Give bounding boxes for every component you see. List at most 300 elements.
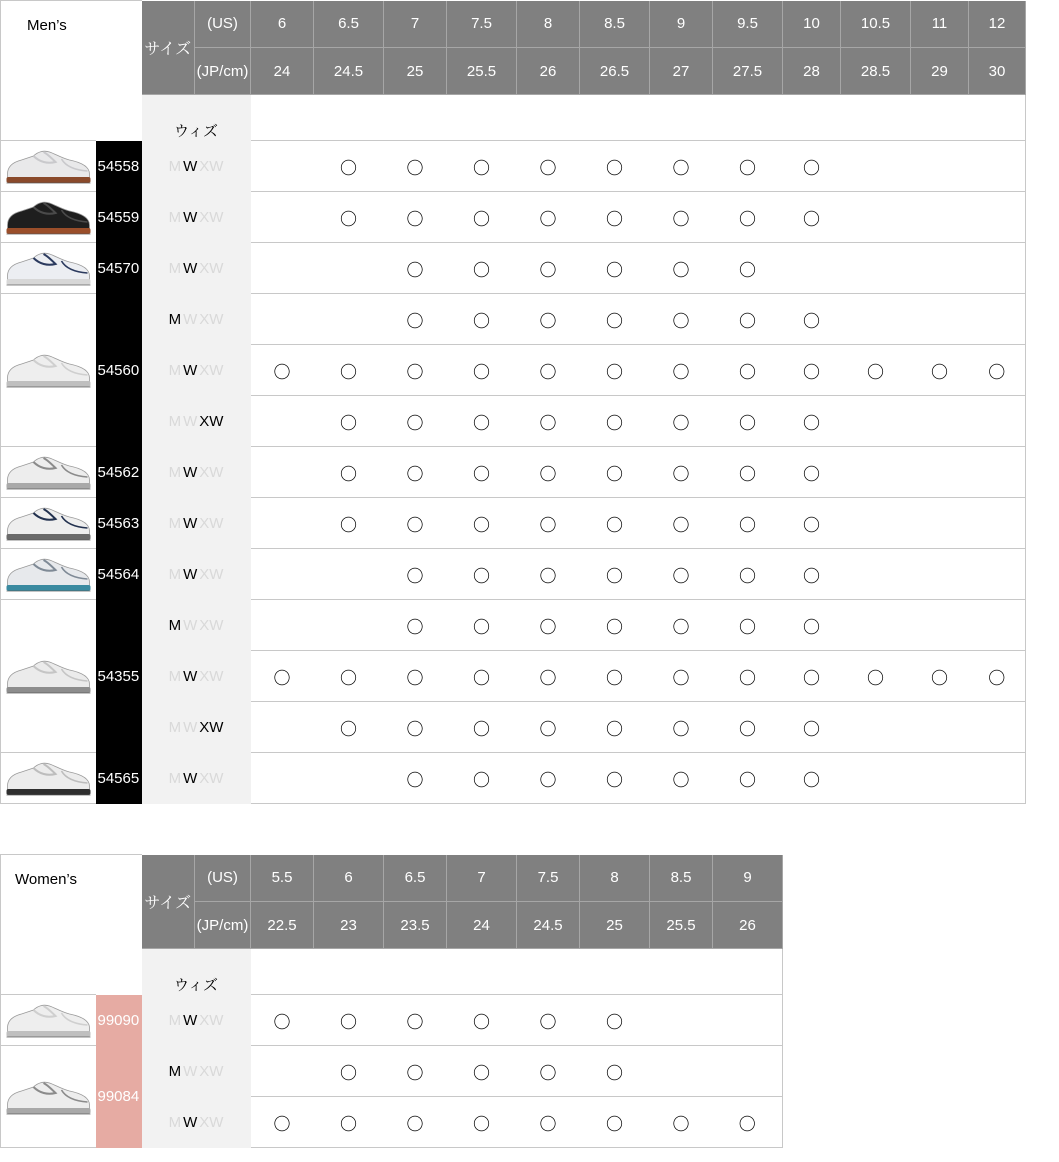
availability-cell xyxy=(713,753,783,804)
available-mark: 〇 xyxy=(473,209,490,229)
model-code: 99084 xyxy=(96,1046,142,1148)
availability-cell xyxy=(713,141,783,192)
model-code: 54560 xyxy=(96,294,142,447)
availability-cell xyxy=(447,753,517,804)
availability-cell xyxy=(911,753,969,804)
availability-cell xyxy=(517,995,580,1046)
availability-cell xyxy=(251,600,314,651)
availability-cell xyxy=(447,345,517,396)
jp-size-header: 26.5 xyxy=(580,48,650,95)
shoe-image xyxy=(3,552,94,596)
jp-size-header: 26 xyxy=(713,902,783,949)
us-size-header: 6 xyxy=(314,855,384,902)
available-mark: 〇 xyxy=(606,158,623,178)
available-mark: 〇 xyxy=(606,464,623,484)
available-mark: 〇 xyxy=(539,566,557,586)
width-m: M xyxy=(168,361,182,379)
availability-cell xyxy=(517,396,580,447)
width-label: ウィズ xyxy=(173,976,219,994)
available-mark: 〇 xyxy=(473,362,490,382)
availability-cell xyxy=(251,1097,314,1148)
width-w: W xyxy=(183,718,198,736)
chart-title: Men’s xyxy=(27,17,67,34)
jp-size-header: 24 xyxy=(447,902,517,949)
width-m: M xyxy=(168,1011,182,1029)
availability-cell xyxy=(911,243,969,294)
available-mark: 〇 xyxy=(606,362,623,382)
shoe-image-cell xyxy=(1,243,96,294)
availability-cell xyxy=(580,702,650,753)
width-m: M xyxy=(168,718,182,736)
availability-cell xyxy=(314,1046,384,1097)
available-mark: 〇 xyxy=(606,413,623,433)
availability-cell xyxy=(580,1046,650,1097)
available-mark: 〇 xyxy=(739,413,756,433)
width-w: W xyxy=(183,361,198,379)
availability-cell xyxy=(314,600,384,651)
shoe-image-cell xyxy=(1,498,96,549)
width-label-spacer xyxy=(251,949,783,995)
womens-table xyxy=(0,854,783,1148)
available-mark: 〇 xyxy=(867,668,884,688)
availability-cell xyxy=(713,294,783,345)
width-indicator xyxy=(142,447,251,498)
model-code: 54564 xyxy=(96,549,142,600)
availability-cell xyxy=(783,396,841,447)
available-mark: 〇 xyxy=(473,1063,491,1083)
availability-cell xyxy=(713,192,783,243)
shoe-image-cell xyxy=(1,294,96,447)
available-mark: 〇 xyxy=(803,617,820,637)
availability-cell xyxy=(841,702,911,753)
model-row xyxy=(1,294,1026,345)
model-row xyxy=(1,345,1026,396)
availability-cell xyxy=(251,294,314,345)
availability-cell xyxy=(911,396,969,447)
availability-cell xyxy=(251,192,314,243)
width-m: M xyxy=(168,565,182,583)
shoe-image xyxy=(3,654,94,698)
jp-size-header: 27 xyxy=(650,48,713,95)
model-row xyxy=(1,995,783,1046)
available-mark: 〇 xyxy=(406,515,424,535)
available-mark: 〇 xyxy=(473,311,490,331)
width-m: M xyxy=(168,208,182,226)
availability-cell xyxy=(580,549,650,600)
available-mark: 〇 xyxy=(606,1114,624,1134)
available-mark: 〇 xyxy=(473,515,490,535)
model-code: 54563 xyxy=(96,498,142,549)
availability-cell xyxy=(650,498,713,549)
available-mark: 〇 xyxy=(539,209,557,229)
availability-cell xyxy=(650,141,713,192)
shoe-image xyxy=(3,348,94,392)
available-mark: 〇 xyxy=(739,668,756,688)
availability-cell xyxy=(447,651,517,702)
available-mark: 〇 xyxy=(473,413,490,433)
availability-cell xyxy=(969,651,1026,702)
available-mark: 〇 xyxy=(931,362,948,382)
size-header-us-row xyxy=(1,855,783,902)
availability-cell xyxy=(650,753,713,804)
available-mark: 〇 xyxy=(406,617,424,637)
availability-cell xyxy=(713,1097,783,1148)
available-mark: 〇 xyxy=(606,311,623,331)
availability-cell xyxy=(783,345,841,396)
model-row xyxy=(1,651,1026,702)
available-mark: 〇 xyxy=(606,668,623,688)
available-mark: 〇 xyxy=(273,1114,291,1134)
width-xw: XW xyxy=(199,361,224,379)
availability-cell xyxy=(911,447,969,498)
width-xw: XW xyxy=(199,259,224,277)
available-mark: 〇 xyxy=(606,515,623,535)
availability-cell xyxy=(969,498,1026,549)
available-mark: 〇 xyxy=(803,566,820,586)
availability-cell xyxy=(314,651,384,702)
availability-cell xyxy=(713,447,783,498)
availability-cell xyxy=(713,995,783,1046)
availability-cell xyxy=(251,549,314,600)
available-mark: 〇 xyxy=(606,719,623,739)
availability-cell xyxy=(969,600,1026,651)
availability-cell xyxy=(447,396,517,447)
shoe-image xyxy=(3,1075,94,1119)
availability-cell xyxy=(314,498,384,549)
availability-cell xyxy=(969,345,1026,396)
availability-cell xyxy=(783,549,841,600)
availability-cell xyxy=(517,1097,580,1148)
available-mark: 〇 xyxy=(406,770,424,790)
width-xw: XW xyxy=(199,718,224,736)
available-mark: 〇 xyxy=(672,413,690,433)
model-row xyxy=(1,600,1026,651)
availability-cell xyxy=(783,702,841,753)
model-row xyxy=(1,447,1026,498)
available-mark: 〇 xyxy=(539,719,557,739)
width-indicator xyxy=(142,192,251,243)
available-mark: 〇 xyxy=(803,209,820,229)
available-mark: 〇 xyxy=(473,770,490,790)
width-w: W xyxy=(183,310,198,328)
available-mark: 〇 xyxy=(739,719,756,739)
availability-cell xyxy=(580,753,650,804)
jp-size-header: 28.5 xyxy=(841,48,911,95)
available-mark: 〇 xyxy=(672,362,690,382)
availability-cell xyxy=(384,192,447,243)
available-mark: 〇 xyxy=(340,515,357,535)
availability-cell xyxy=(314,753,384,804)
available-mark: 〇 xyxy=(672,260,690,280)
availability-cell xyxy=(384,1097,447,1148)
availability-cell xyxy=(911,549,969,600)
availability-cell xyxy=(251,1046,314,1097)
width-m: M xyxy=(168,310,182,328)
availability-cell xyxy=(650,447,713,498)
us-label: (US) xyxy=(195,1,251,48)
jp-size-header: 24 xyxy=(251,48,314,95)
availability-cell xyxy=(251,141,314,192)
width-w: W xyxy=(183,616,198,634)
available-mark: 〇 xyxy=(672,1114,690,1134)
availability-cell xyxy=(314,243,384,294)
available-mark: 〇 xyxy=(988,668,1006,688)
availability-cell xyxy=(251,702,314,753)
availability-cell xyxy=(841,141,911,192)
availability-cell xyxy=(447,294,517,345)
availability-cell xyxy=(783,600,841,651)
available-mark: 〇 xyxy=(406,1012,424,1032)
availability-cell xyxy=(650,702,713,753)
availability-cell xyxy=(517,1046,580,1097)
availability-cell xyxy=(969,141,1026,192)
model-row xyxy=(1,549,1026,600)
jp-size-header: 28 xyxy=(783,48,841,95)
availability-cell xyxy=(580,345,650,396)
width-w: W xyxy=(183,1062,198,1080)
available-mark: 〇 xyxy=(406,566,424,586)
availability-cell xyxy=(580,1097,650,1148)
us-size-header: 8 xyxy=(580,855,650,902)
shoe-image-cell xyxy=(1,549,96,600)
availability-cell xyxy=(841,447,911,498)
available-mark: 〇 xyxy=(672,719,690,739)
available-mark: 〇 xyxy=(931,668,948,688)
availability-cell xyxy=(841,498,911,549)
chart-title: Women’s xyxy=(15,871,77,888)
size-label: サイズ xyxy=(142,1,195,95)
width-xw: XW xyxy=(199,310,224,328)
us-size-header: 6.5 xyxy=(314,1,384,48)
available-mark: 〇 xyxy=(739,260,756,280)
width-indicator xyxy=(142,549,251,600)
available-mark: 〇 xyxy=(739,464,756,484)
width-m: M xyxy=(168,769,182,787)
available-mark: 〇 xyxy=(473,260,490,280)
us-size-header: 11 xyxy=(911,1,969,48)
availability-cell xyxy=(580,600,650,651)
availability-cell xyxy=(384,396,447,447)
available-mark: 〇 xyxy=(539,260,557,280)
model-code: 54559 xyxy=(96,192,142,243)
width-xw: XW xyxy=(199,769,224,787)
availability-cell xyxy=(783,498,841,549)
width-xw: XW xyxy=(199,1062,224,1080)
available-mark: 〇 xyxy=(803,770,820,790)
width-w: W xyxy=(183,514,198,532)
availability-cell xyxy=(251,396,314,447)
width-indicator xyxy=(142,243,251,294)
us-size-header: 5.5 xyxy=(251,855,314,902)
jp-size-header: 23 xyxy=(314,902,384,949)
available-mark: 〇 xyxy=(672,464,690,484)
available-mark: 〇 xyxy=(539,311,557,331)
availability-cell xyxy=(517,192,580,243)
available-mark: 〇 xyxy=(473,1114,491,1134)
availability-cell xyxy=(911,651,969,702)
model-row xyxy=(1,702,1026,753)
shoe-image xyxy=(3,998,94,1042)
available-mark: 〇 xyxy=(539,362,557,382)
availability-cell xyxy=(580,995,650,1046)
availability-cell xyxy=(384,294,447,345)
availability-cell xyxy=(447,243,517,294)
jp-size-header: 24.5 xyxy=(517,902,580,949)
available-mark: 〇 xyxy=(473,566,490,586)
available-mark: 〇 xyxy=(273,1012,291,1032)
us-size-header: 6 xyxy=(251,1,314,48)
available-mark: 〇 xyxy=(606,260,623,280)
available-mark: 〇 xyxy=(473,719,490,739)
us-size-header: 9 xyxy=(650,1,713,48)
availability-cell xyxy=(251,498,314,549)
available-mark: 〇 xyxy=(606,770,623,790)
availability-cell xyxy=(580,141,650,192)
width-indicator xyxy=(142,1097,251,1148)
us-size-header: 8.5 xyxy=(580,1,650,48)
availability-cell xyxy=(713,396,783,447)
availability-cell xyxy=(384,345,447,396)
available-mark: 〇 xyxy=(803,668,820,688)
us-size-header: 9 xyxy=(713,855,783,902)
available-mark: 〇 xyxy=(672,566,690,586)
availability-cell xyxy=(783,294,841,345)
width-indicator xyxy=(142,141,251,192)
available-mark: 〇 xyxy=(672,311,690,331)
availability-cell xyxy=(713,243,783,294)
availability-cell xyxy=(384,549,447,600)
model-code: 54355 xyxy=(96,600,142,753)
model-row xyxy=(1,192,1026,243)
available-mark: 〇 xyxy=(739,362,756,382)
model-code: 54558 xyxy=(96,141,142,192)
size-label: サイズ xyxy=(142,855,195,949)
available-mark: 〇 xyxy=(539,413,557,433)
width-m: M xyxy=(168,616,182,634)
availability-cell xyxy=(314,447,384,498)
shoe-image xyxy=(3,246,94,290)
available-mark: 〇 xyxy=(803,719,820,739)
available-mark: 〇 xyxy=(340,362,357,382)
availability-cell xyxy=(969,549,1026,600)
model-row xyxy=(1,396,1026,447)
available-mark: 〇 xyxy=(606,1012,624,1032)
availability-cell xyxy=(713,600,783,651)
availability-cell xyxy=(384,995,447,1046)
available-mark: 〇 xyxy=(539,1012,557,1032)
availability-cell xyxy=(314,702,384,753)
shoe-image xyxy=(3,450,94,494)
availability-cell xyxy=(384,702,447,753)
availability-cell xyxy=(713,498,783,549)
availability-cell xyxy=(517,498,580,549)
availability-cell xyxy=(580,447,650,498)
width-xw: XW xyxy=(199,208,224,226)
available-mark: 〇 xyxy=(406,260,424,280)
availability-cell xyxy=(447,995,517,1046)
availability-cell xyxy=(841,192,911,243)
available-mark: 〇 xyxy=(406,311,424,331)
width-w: W xyxy=(183,157,198,175)
availability-cell xyxy=(384,1046,447,1097)
availability-cell xyxy=(580,498,650,549)
available-mark: 〇 xyxy=(672,158,690,178)
womens-title-cell xyxy=(1,855,142,995)
available-mark: 〇 xyxy=(539,668,557,688)
available-mark: 〇 xyxy=(672,209,690,229)
availability-cell xyxy=(841,294,911,345)
available-mark: 〇 xyxy=(340,158,357,178)
available-mark: 〇 xyxy=(406,413,424,433)
availability-cell xyxy=(783,141,841,192)
available-mark: 〇 xyxy=(539,464,557,484)
available-mark: 〇 xyxy=(473,617,490,637)
availability-cell xyxy=(713,651,783,702)
us-size-header: 8.5 xyxy=(650,855,713,902)
width-label-row xyxy=(1,95,1026,141)
availability-cell xyxy=(580,294,650,345)
jp-size-header: 29 xyxy=(911,48,969,95)
shoe-image xyxy=(3,756,94,800)
model-code: 54570 xyxy=(96,243,142,294)
availability-cell xyxy=(650,345,713,396)
width-w: W xyxy=(183,1113,198,1131)
availability-cell xyxy=(969,702,1026,753)
available-mark: 〇 xyxy=(539,1063,557,1083)
availability-cell xyxy=(517,243,580,294)
availability-cell xyxy=(447,192,517,243)
availability-cell xyxy=(911,600,969,651)
width-xw: XW xyxy=(199,1011,224,1029)
us-size-header: 7 xyxy=(447,855,517,902)
availability-cell xyxy=(314,995,384,1046)
available-mark: 〇 xyxy=(539,515,557,535)
available-mark: 〇 xyxy=(672,770,690,790)
available-mark: 〇 xyxy=(672,515,690,535)
shoe-image-cell xyxy=(1,753,96,804)
available-mark: 〇 xyxy=(406,668,424,688)
width-w: W xyxy=(183,1011,198,1029)
width-m: M xyxy=(168,1113,182,1131)
availability-cell xyxy=(969,396,1026,447)
available-mark: 〇 xyxy=(867,362,884,382)
availability-cell xyxy=(841,243,911,294)
availability-cell xyxy=(969,447,1026,498)
width-indicator xyxy=(142,753,251,804)
availability-cell xyxy=(713,1046,783,1097)
available-mark: 〇 xyxy=(539,1114,557,1134)
available-mark: 〇 xyxy=(988,362,1006,382)
width-indicator xyxy=(142,498,251,549)
availability-cell xyxy=(314,294,384,345)
us-size-header: 10 xyxy=(783,1,841,48)
availability-cell xyxy=(841,753,911,804)
available-mark: 〇 xyxy=(803,515,820,535)
availability-cell xyxy=(783,447,841,498)
available-mark: 〇 xyxy=(340,413,357,433)
available-mark: 〇 xyxy=(739,209,756,229)
width-xw: XW xyxy=(199,412,224,430)
availability-cell xyxy=(580,396,650,447)
available-mark: 〇 xyxy=(738,1114,756,1134)
width-label-spacer xyxy=(251,95,1026,141)
available-mark: 〇 xyxy=(473,158,490,178)
available-mark: 〇 xyxy=(340,464,357,484)
width-xw: XW xyxy=(199,463,224,481)
availability-cell xyxy=(969,294,1026,345)
available-mark: 〇 xyxy=(406,362,424,382)
availability-cell xyxy=(650,549,713,600)
